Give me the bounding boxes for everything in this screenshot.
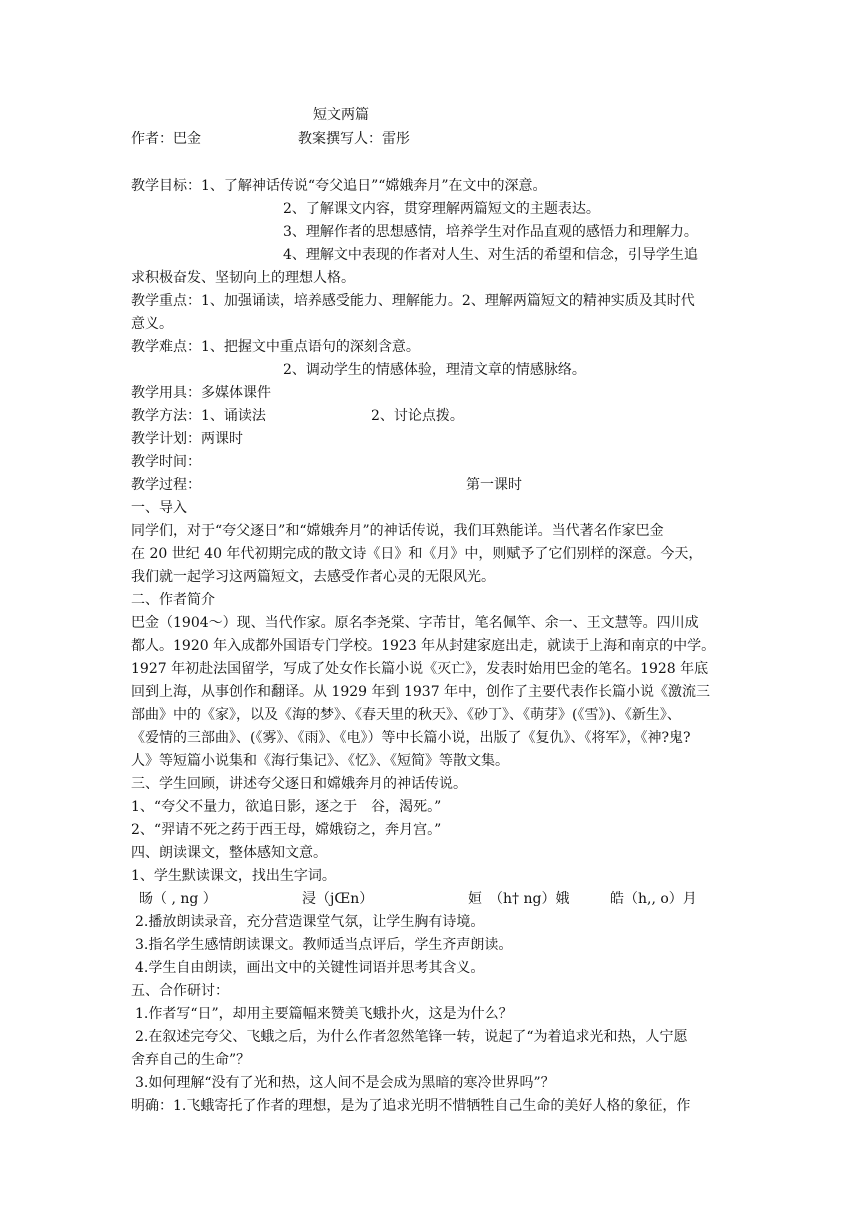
section-4-heading: 四、朗读课文，整体感知文意。 — [131, 845, 327, 861]
section-2-text: 1927 年初赴法国留学，写成了处女作长篇小说《灭亡》，发表时始用巴金的笔名。1928 年底 — [131, 661, 709, 677]
section-5-heading: 五、合作研讨： — [131, 983, 229, 999]
lesson-label: 第一课时 — [466, 477, 522, 493]
goal-4-cont: 求积极奋发、坚韧向上的理想人格。 — [131, 270, 355, 286]
section-2-text: 《爱情的三部曲》、(《雾》、《雨》、《电》）等中长篇小说，出版了《复仇》、《将军》，《神?鬼? — [131, 730, 691, 746]
section-2-heading: 二、作者简介 — [131, 592, 215, 608]
discussion-question: 2.在叙述完夸父、飞蛾之后，为什么作者忽然笔锋一转，说起了“为着追求光和热，人宁愿 — [135, 1029, 688, 1045]
section-3-heading: 三、学生回顾，讲述夸父逐日和嫦娥奔月的神话传说。 — [131, 776, 467, 792]
section-4-item: 2.播放朗读录音，充分营造课堂气氛，让学生胸有诗境。 — [135, 914, 485, 930]
section-1-text: 在 20 世纪 40 年代初期完成的散文诗《日》和《月》中，则赋予了它们别样的深意。今天， — [131, 546, 703, 562]
vocab-word: 浸（jŒn） — [302, 891, 374, 907]
goal-1: 教学目标：1、了解神话传说“夸父追日”“嫦娥奔月”在文中的深意。 — [131, 178, 547, 194]
teaching-tools: 教学用具：多媒体课件 — [131, 385, 271, 401]
author-line: 作者：巴金 — [131, 131, 201, 147]
difficulty-1: 教学难点：1、把握文中重点语句的深刻含意。 — [131, 339, 420, 355]
goal-2: 2、了解课文内容，贯穿理解两篇短文的主题表达。 — [283, 201, 600, 217]
section-3-quote: 1、“夸父不量力，欲追日影，逐之于 谷，渴死。” — [131, 799, 442, 815]
vocab-word: 姮 （h† ng）娥 — [468, 891, 570, 907]
teaching-method-1: 教学方法：1、诵读法 — [131, 408, 266, 424]
teaching-plan: 教学计划：两课时 — [131, 431, 243, 447]
vocab-word: 皓（h,, o）月 — [610, 891, 697, 907]
discussion-question: 3.如何理解“没有了光和热，这人间不是会成为黑暗的寒冷世界吗”？ — [135, 1075, 555, 1091]
teaching-time: 教学时间： — [131, 454, 201, 470]
section-1-text: 同学们，对于“夸父逐日”和“嫦娥奔月”的神话传说，我们耳熟能详。当代著名作家巴金 — [131, 523, 664, 539]
section-2-text: 部曲》中的《家》，以及《海的梦》、《春天里的秋天》、《砂丁》、《萌芽》(《雪》)、《新生》、 — [131, 707, 681, 723]
section-1-text: 我们就一起学习这两篇短文，去感受作者心灵的无限风光。 — [131, 569, 495, 585]
section-2-text: 巴金（1904～）现、当代作家。原名李尧棠、字芾甘，笔名佩竿、余一、王文慧等。四川成 — [131, 615, 699, 631]
key-points-cont: 意义。 — [131, 316, 173, 332]
discussion-question: 1.作者写“日”，却用主要篇幅来赞美飞蛾扑火，这是为什么？ — [135, 1006, 513, 1022]
vocab-word: 旸（ , ng ） — [139, 891, 217, 907]
key-points: 教学重点：1、加强诵读，培养感受能力、理解能力。2、理解两篇短文的精神实质及其时代 — [131, 293, 695, 309]
document-title: 短文两篇 — [313, 107, 369, 123]
answer-text: 明确：1.飞蛾寄托了作者的理想，是为了追求光明不惜牺牲自己生命的美好人格的象征，作 — [131, 1098, 691, 1114]
goal-4: 4、理解文中表现的作者对人生、对生活的希望和信念，引导学生追 — [283, 247, 698, 263]
section-1-heading: 一、导入 — [131, 500, 187, 516]
writer-line: 教案撰写人：雷彤 — [298, 131, 410, 147]
section-4-item: 3.指名学生感情朗读课文。教师适当点评后，学生齐声朗读。 — [135, 937, 513, 953]
section-2-text: 回到上海，从事创作和翻译。从 1929 年到 1937 年中，创作了主要代表作长篇小说《激流三 — [131, 684, 711, 700]
discussion-question-cont: 舍弃自己的生命”？ — [131, 1052, 251, 1068]
teaching-method-2: 2、讨论点拨。 — [371, 408, 464, 424]
section-2-text: 都人。1920 年入成都外国语专门学校。1923 年从封建家庭出走，就读于上海和南京的中学。 — [131, 638, 716, 654]
section-4-item: 4.学生自由朗读，画出文中的关键性词语并思考其含义。 — [135, 960, 485, 976]
difficulty-2: 2、调动学生的情感体验，理清文章的情感脉络。 — [283, 362, 586, 378]
goal-3: 3、理解作者的思想感情，培养学生对作品直观的感悟力和理解力。 — [283, 224, 698, 240]
section-2-text: 人》等短篇小说集和《海行集记》、《忆》、《短简》等散文集。 — [131, 753, 509, 769]
section-3-quote: 2、“羿请不死之药于西王母，嫦娥窃之，奔月宫。” — [131, 822, 442, 838]
process-label: 教学过程： — [131, 477, 201, 493]
section-4-item: 1、学生默读课文，找出生字词。 — [131, 868, 336, 884]
